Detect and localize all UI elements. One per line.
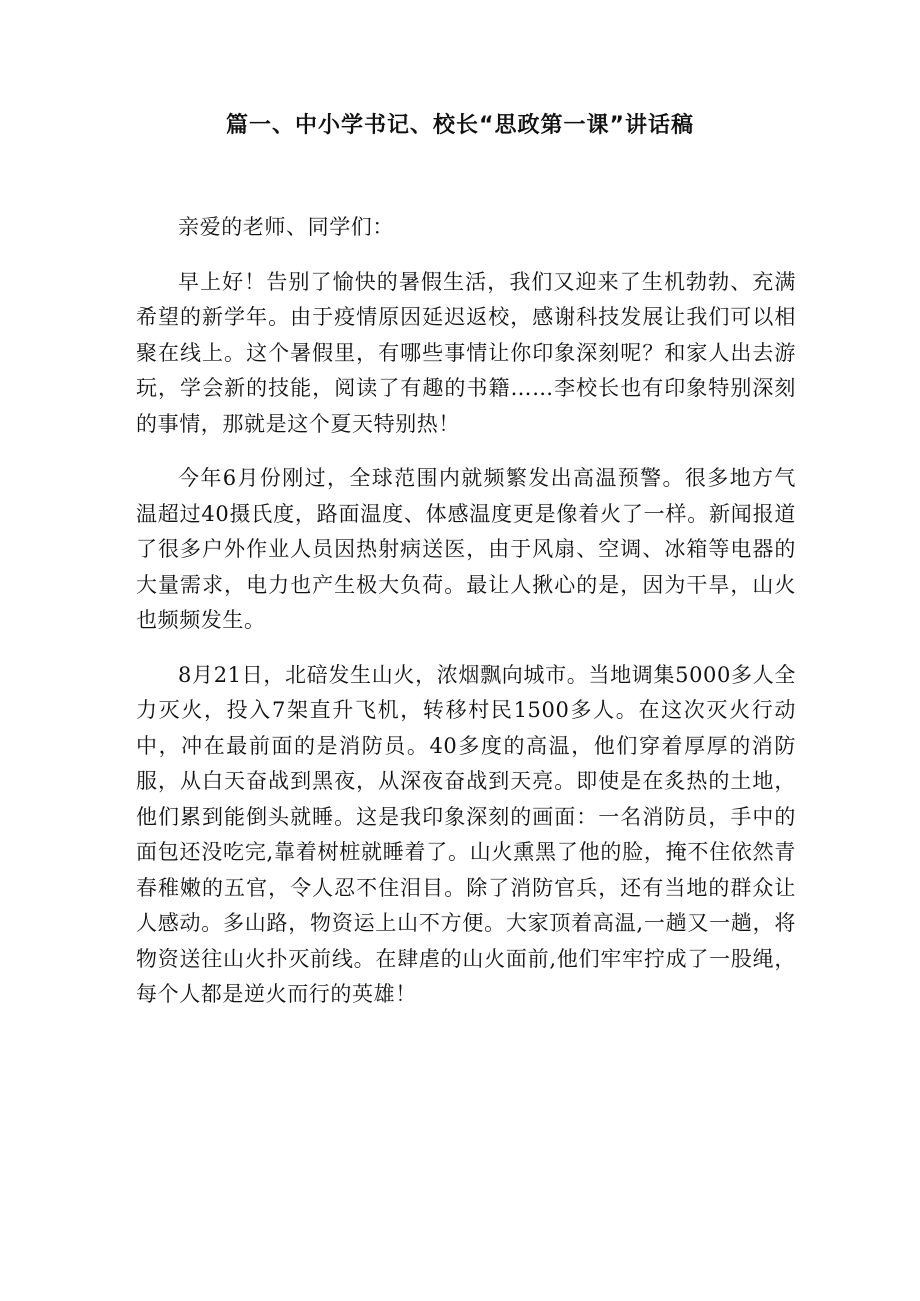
document-title: 篇一、中小学书记、校长“思政第一课”讲话稿	[226, 113, 694, 138]
paragraph-1: 早上好！告别了愉快的暑假生活，我们又迎来了生机勃勃、充满希望的新学年。由于疫情原因延迟返校，感谢科技发展让我们可以相聚在线上。这个暑假里，有哪些事情让你印象深刻呢？和家人出去游玩，学会新的技能，阅读了有趣的书籍……李校长也有印象特别深刻的事情，那就是这个夏天特别热！	[136, 269, 796, 436]
document-body	[136, 210, 796, 1032]
paragraph-3: 8月21日，北碚发生山火，浓烟飘向城市。当地调集5000多人全力灭火，投入7架直升飞机，转移村民1500多人。在这次灭火行动中，冲在最前面的是消防员。40多度的高温，他们穿着厚厚的消防服，从白天奋战到黑夜，从深夜奋战到天亮。即使是在炙热的土地，他们累到能倒头就睡。这是我印象深刻的画面：一名消防员，手中的面包还没吃完,靠着树桩就睡着了。山火熏黑了他的脸，掩不住依然青春稚嫩的五官，令人忍不住泪目。除了消防官兵，还有当地的群众让人感动。多山路，物资运上山不方便。大家顶着高温,一趟又一趟，将物资送往山火扑灭前线。在肆虐的山火面前,他们牢牢拧成了一股绳，每个人都是逆火而行的英雄！	[136, 662, 796, 1006]
greeting-line: 亲爱的老师、同学们：	[178, 215, 394, 239]
paragraph-2: 今年6月份刚过，全球范围内就频繁发出高温预警。很多地方气温超过40摄氏度，路面温度、体感温度更是像着火了一样。新闻报道了很多户外作业人员因热射病送医，由于风扇、空调、冰箱等电器的大量需求，电力也产生极大负荷。最让人揪心的是，因为干旱，山火也频频发生。	[136, 466, 796, 632]
